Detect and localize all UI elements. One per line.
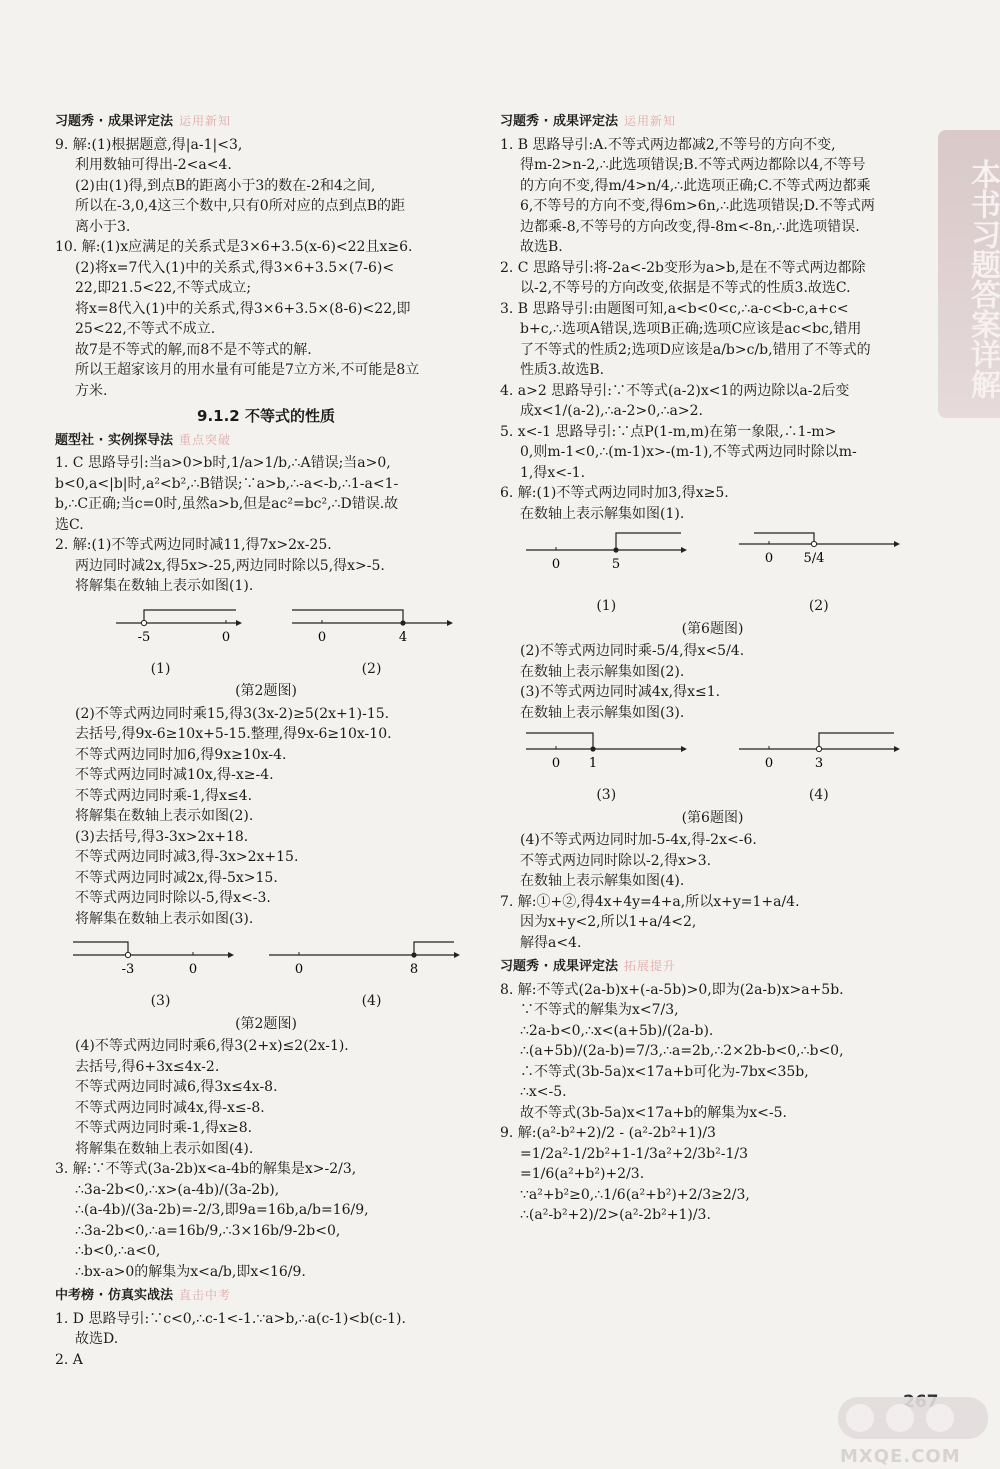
figure-caption: (第2题图)	[235, 683, 297, 699]
line: b<0,a<|b|时,a²<b²,∴B错误;∵a>b,∴-a<-b,∴1-a<1-	[55, 475, 399, 492]
line: b,∴C正确;当c=0时,虽然a>b,但是ac²=bc²,∴D错误.故	[55, 496, 399, 512]
axis-label: 4	[398, 629, 407, 645]
line: 在数轴上表示解集如图(2).	[520, 663, 685, 680]
figure-label: (1)	[150, 660, 171, 677]
section-heading-faded: 重点突破	[179, 432, 232, 447]
section-heading-faded: 拓展提升	[624, 959, 677, 973]
line: 两边同时减2x,得5x>-25,两边同时除以5,得x>-5.	[75, 557, 385, 574]
line: (4)不等式两边同时加-5-4x,得-2x<-6.	[520, 832, 757, 848]
line: 所以王超家该月的用水量有可能是7立方米,不可能是8立	[75, 362, 420, 378]
line: 4. a>2 思路导引:∵不等式(a-2)x<1的两边除以a-2后变	[500, 382, 850, 399]
line: 不等式两边同时减10x,得-x≥-4.	[75, 767, 274, 783]
number-line-figure-1	[76, 603, 246, 653]
line: 22,即21.5<22,不等式成立;	[75, 280, 252, 296]
line: 3. B 思路导引:由题图可知,a<b<0<c,∴a-c<b-c,a+c<	[500, 300, 849, 317]
section-heading-faded: 直击中考	[179, 1288, 232, 1302]
line: 不等式两边同时减4x,得-x≤-8.	[75, 1099, 265, 1116]
line: 1,得x<-1.	[520, 464, 586, 481]
line: 3. 解:∵不等式(3a-2b)x<a-4b的解集是x>-2/3,	[55, 1161, 357, 1177]
figure-label-row	[55, 659, 477, 680]
figure-label-row	[500, 596, 925, 617]
figure-caption: (第6题图)	[681, 809, 744, 826]
line: 去括号,得9x-6≥10x+5-15.整理,得9x-6≥10x-10.	[75, 726, 392, 742]
line: ∴b<0,∴a<0,	[75, 1243, 161, 1259]
section-heading: 习题秀 · 成果评定法 拓展提升	[500, 959, 677, 974]
question-2	[500, 258, 925, 299]
axis-label: 0	[552, 557, 561, 572]
section-heading-faded: 运用新知	[179, 114, 232, 128]
line: 不等式两边同时减2x,得-5x>15.	[75, 869, 278, 886]
line: ∴2a-b<0,∴x<(a+5b)/(2a-b).	[520, 1022, 714, 1039]
line: 不等式两边同时加6,得9x≥10x-4.	[75, 746, 287, 763]
line: 1. C 思路导引:当a>0>b时,1/a>1/b,∴A错误;当a>0,	[55, 455, 391, 471]
figure-caption: (第6题图)	[681, 620, 744, 637]
question-1	[55, 453, 477, 535]
section-heading: 习题秀 · 成果评定法 运用新知	[500, 114, 677, 129]
figure-label-row	[500, 785, 925, 806]
question-7	[500, 892, 925, 954]
axis-label: 1	[589, 756, 598, 771]
line: 在数轴上表示解集如图(1).	[520, 505, 685, 522]
question-10	[55, 237, 477, 401]
figure-label: (4)	[808, 787, 829, 803]
axis-label: -3	[121, 962, 135, 977]
line: 9. 解:(1)根据题意,得|a-1|<3,	[55, 136, 243, 153]
section-heading-faded: 运用新知	[624, 114, 677, 128]
question-1	[500, 135, 925, 258]
line: 1. D 思路导引:∵c<0,∴c-1<-1.∵a>b,∴a(c-1)<b(c-1).	[55, 1310, 406, 1327]
line: 8. 解:不等式(2a-b)x+(-a-5b)>0,即为(2a-b)x>a+5b.	[500, 981, 844, 998]
axis-label: 0	[764, 756, 773, 771]
figure-label: (4)	[361, 993, 382, 1009]
number-line-figure-3	[521, 729, 691, 779]
line: 10. 解:(1)x应满足的关系式是3×6+3.5(x-6)<22且x≥6.	[55, 239, 413, 255]
line: =1/6(a²+b²)+2/3.	[520, 1166, 645, 1182]
figure-label: (3)	[150, 993, 171, 1009]
line: 将解集在数轴上表示如图(1).	[75, 578, 254, 594]
question-3	[500, 299, 925, 381]
question-4	[500, 381, 925, 422]
number-line-figure-3	[68, 935, 238, 985]
subsection-title: 9.1.2 不等式的性质	[197, 407, 335, 425]
line: 9. 解:(a²-b²+2)/2 - (a²-2b²+1)/3	[500, 1125, 716, 1141]
line: 2. A	[55, 1351, 83, 1368]
right-column	[500, 108, 925, 1226]
axis-label: -5	[137, 629, 150, 645]
question-2	[55, 535, 477, 1159]
line: b+c,∴选项A错误,选项B正确;选项C应该是ac<bc,错用	[520, 321, 862, 337]
line: (2)不等式两边同时乘15,得3(3x-2)≥5(2x+1)-15.	[75, 705, 390, 722]
line: 将x=8代入(1)中的关系式,得3×6+3.5×(8-6)<22,即	[75, 300, 411, 317]
line: (4)不等式两边同时乘6,得3(2+x)≤2(2x-1).	[75, 1038, 349, 1054]
line: 25<22,不等式不成立.	[75, 321, 216, 337]
number-line-row	[500, 530, 925, 590]
axis-label: 0	[552, 756, 561, 771]
axis-label: 0	[764, 551, 773, 566]
line: 将解集在数轴上表示如图(4).	[75, 1140, 254, 1157]
line: ∴3a-2b<0,∴a=16b/9,∴3×16b/9-2b<0,	[75, 1222, 341, 1239]
figure-caption: (第2题图)	[235, 1015, 297, 1032]
line: 2. 解:(1)不等式两边同时减11,得7x>2x-25.	[55, 537, 332, 553]
figure-label-row	[55, 991, 477, 1012]
line: 不等式两边同时乘-1,得x≥8.	[75, 1120, 253, 1136]
number-line-row	[55, 603, 477, 653]
number-line-figure-1	[521, 530, 691, 580]
figure-label: (1)	[596, 598, 617, 614]
line: =1/2a²-1/2b²+1-1/3a²+2/3b²-1/3	[520, 1145, 749, 1162]
figure-label: (2)	[361, 660, 382, 677]
line: (2)不等式两边同时乘-5/4,得x<5/4.	[520, 643, 745, 659]
line: 6,不等号的方向不变,得6m>6n,∴此选项错误;D.不等式两	[520, 198, 875, 214]
question-9	[500, 1123, 925, 1226]
question-6	[500, 483, 925, 892]
line: ∴3a-2b<0,∴x>(a-4b)/(3a-2b),	[75, 1181, 280, 1198]
left-column	[55, 108, 477, 1370]
line: 的方向不变,得m/4>n/4,∴此选项正确;C.不等式两边都乘	[520, 177, 871, 194]
line: 去括号,得6+3x≤4x-2.	[75, 1058, 220, 1075]
line: 不等式两边同时减3,得-3x>2x+15.	[75, 849, 299, 865]
axis-label: 5/4	[803, 551, 825, 566]
axis-label: 8	[409, 962, 419, 977]
figure-label: (3)	[596, 787, 617, 803]
line: 5. x<-1 思路导引:∵点P(1-m,m)在第一象限,∴1-m>	[500, 423, 837, 440]
line: (3)去括号,得3-3x>2x+18.	[75, 828, 249, 845]
number-line-row	[55, 935, 477, 985]
section-heading: 题型社 · 实例探导法 重点突破	[55, 432, 232, 448]
line: (2)由(1)得,到点B的距离小于3的数在-2和4之间,	[75, 177, 376, 194]
line: 了不等式的性质2;选项D应该是a/b>c/b,错用了不等式的	[520, 341, 871, 358]
line: 所以在-3,0,4这三个数中,只有0所对应的点到点B的距	[75, 198, 405, 214]
line: 不等式两边同时减6,得3x≤4x-8.	[75, 1079, 278, 1095]
number-line-figure-4	[734, 729, 904, 779]
line: 在数轴上表示解集如图(4).	[520, 873, 685, 889]
line: ∴(a+5b)/(2a-b)=7/3,∴a=2b,∴2×2b-b<0,∴b<0,	[520, 1043, 844, 1059]
line: 0,则m-1<0,∴(m-1)x>-(m-1),不等式两边同时除以m-	[520, 444, 857, 460]
line: 2. C 思路导引:将-2a<-2b变形为a>b,是在不等式两边都除	[500, 259, 866, 276]
section-heading: 中考榜 · 仿真实战法 直击中考	[55, 1288, 232, 1303]
question-9	[55, 135, 477, 238]
line: 因为x+y<2,所以1+a/4<2,	[520, 914, 697, 930]
axis-label: 0	[294, 962, 304, 977]
section-heading: 习题秀 · 成果评定法 运用新知	[55, 114, 232, 129]
line: 边都乘-8,不等号的方向改变,得-8m<-8n,∴此选项错误.	[520, 218, 860, 235]
line: 成x<1/(a-2),∴a-2>0,∴a>2.	[520, 403, 703, 419]
line: 得m-2>n-2,∴此选项错误;B.不等式两边都除以4,不等号	[520, 157, 866, 173]
line: ∴(a-4b)/(3a-2b)=-2/3,即9a=16b,a/b=16/9,	[75, 1202, 369, 1218]
figure-label: (2)	[808, 598, 829, 614]
line: 在数轴上表示解集如图(3).	[520, 704, 685, 721]
line: 将解集在数轴上表示如图(3).	[75, 910, 254, 927]
line: ∴(a²-b²+2)/2>(a²-2b²+1)/3.	[520, 1207, 711, 1223]
number-line-figure-2	[734, 530, 904, 590]
line: 7. 解:①+②,得4x+4y=4+a,所以x+y=1+a/4.	[500, 893, 800, 910]
line: ∵a²+b²≥0,∴1/6(a²+b²)+2/3≥2/3,	[520, 1186, 750, 1203]
side-tab: 本书习题答案详解	[938, 130, 1000, 418]
line: 不等式两边同时乘-1,得x≤4.	[75, 787, 253, 804]
line: 方米.	[75, 382, 108, 399]
axis-label: 5	[612, 557, 621, 572]
line: ∴x<-5.	[520, 1084, 567, 1100]
line: 故选B.	[520, 239, 563, 255]
line: 选C.	[55, 516, 84, 533]
line: 故选D.	[75, 1331, 119, 1347]
axis-label: 0	[188, 962, 198, 977]
line: 6. 解:(1)不等式两边同时加3,得x≥5.	[500, 485, 729, 501]
line: 以-2,不等号的方向改变,依据是不等式的性质3.故选C.	[520, 280, 851, 296]
line: (3)不等式两边同时减4x,得x≤1.	[520, 684, 721, 700]
question-3	[55, 1159, 477, 1282]
line: 将解集在数轴上表示如图(2).	[75, 808, 254, 824]
line: ∵不等式的解集为x<7/3,	[520, 1002, 679, 1018]
line: 不等式两边同时除以-2,得x>3.	[520, 852, 712, 869]
line: 利用数轴可得出-2<a<4.	[75, 157, 232, 173]
axis-label: 0	[221, 629, 230, 645]
line: 故7是不等式的解,而8不是不等式的解.	[75, 341, 312, 358]
line: 不等式两边同时除以-5,得x<-3.	[75, 890, 271, 906]
question-8	[500, 980, 925, 1124]
number-line-figure-4	[264, 935, 464, 985]
line: ∴bx-a>0的解集为x<a/b,即x<16/9.	[75, 1263, 306, 1280]
axis-label: 0	[317, 629, 326, 645]
line: 1. B 思路导引:A.不等式两边都减2,不等号的方向不变,	[500, 136, 836, 153]
number-line-row	[500, 729, 925, 779]
exam-questions	[55, 1309, 477, 1371]
axis-label: 3	[814, 756, 823, 771]
watermark-text: MXQE.COM	[840, 1446, 961, 1467]
line: ∴不等式(3b-5a)x<17a+b可化为-7bx<35b,	[520, 1063, 809, 1080]
line: (2)将x=7代入(1)中的关系式,得3×6+3.5×(7-6)<	[75, 259, 395, 276]
line: 解得a<4.	[520, 934, 582, 951]
number-line-figure-2	[287, 603, 457, 653]
line: 性质3.故选B.	[520, 362, 605, 378]
question-5	[500, 422, 925, 484]
line: 故不等式(3b-5a)x<17a+b的解集为x<-5.	[520, 1104, 787, 1121]
line: 离小于3.	[75, 218, 131, 235]
